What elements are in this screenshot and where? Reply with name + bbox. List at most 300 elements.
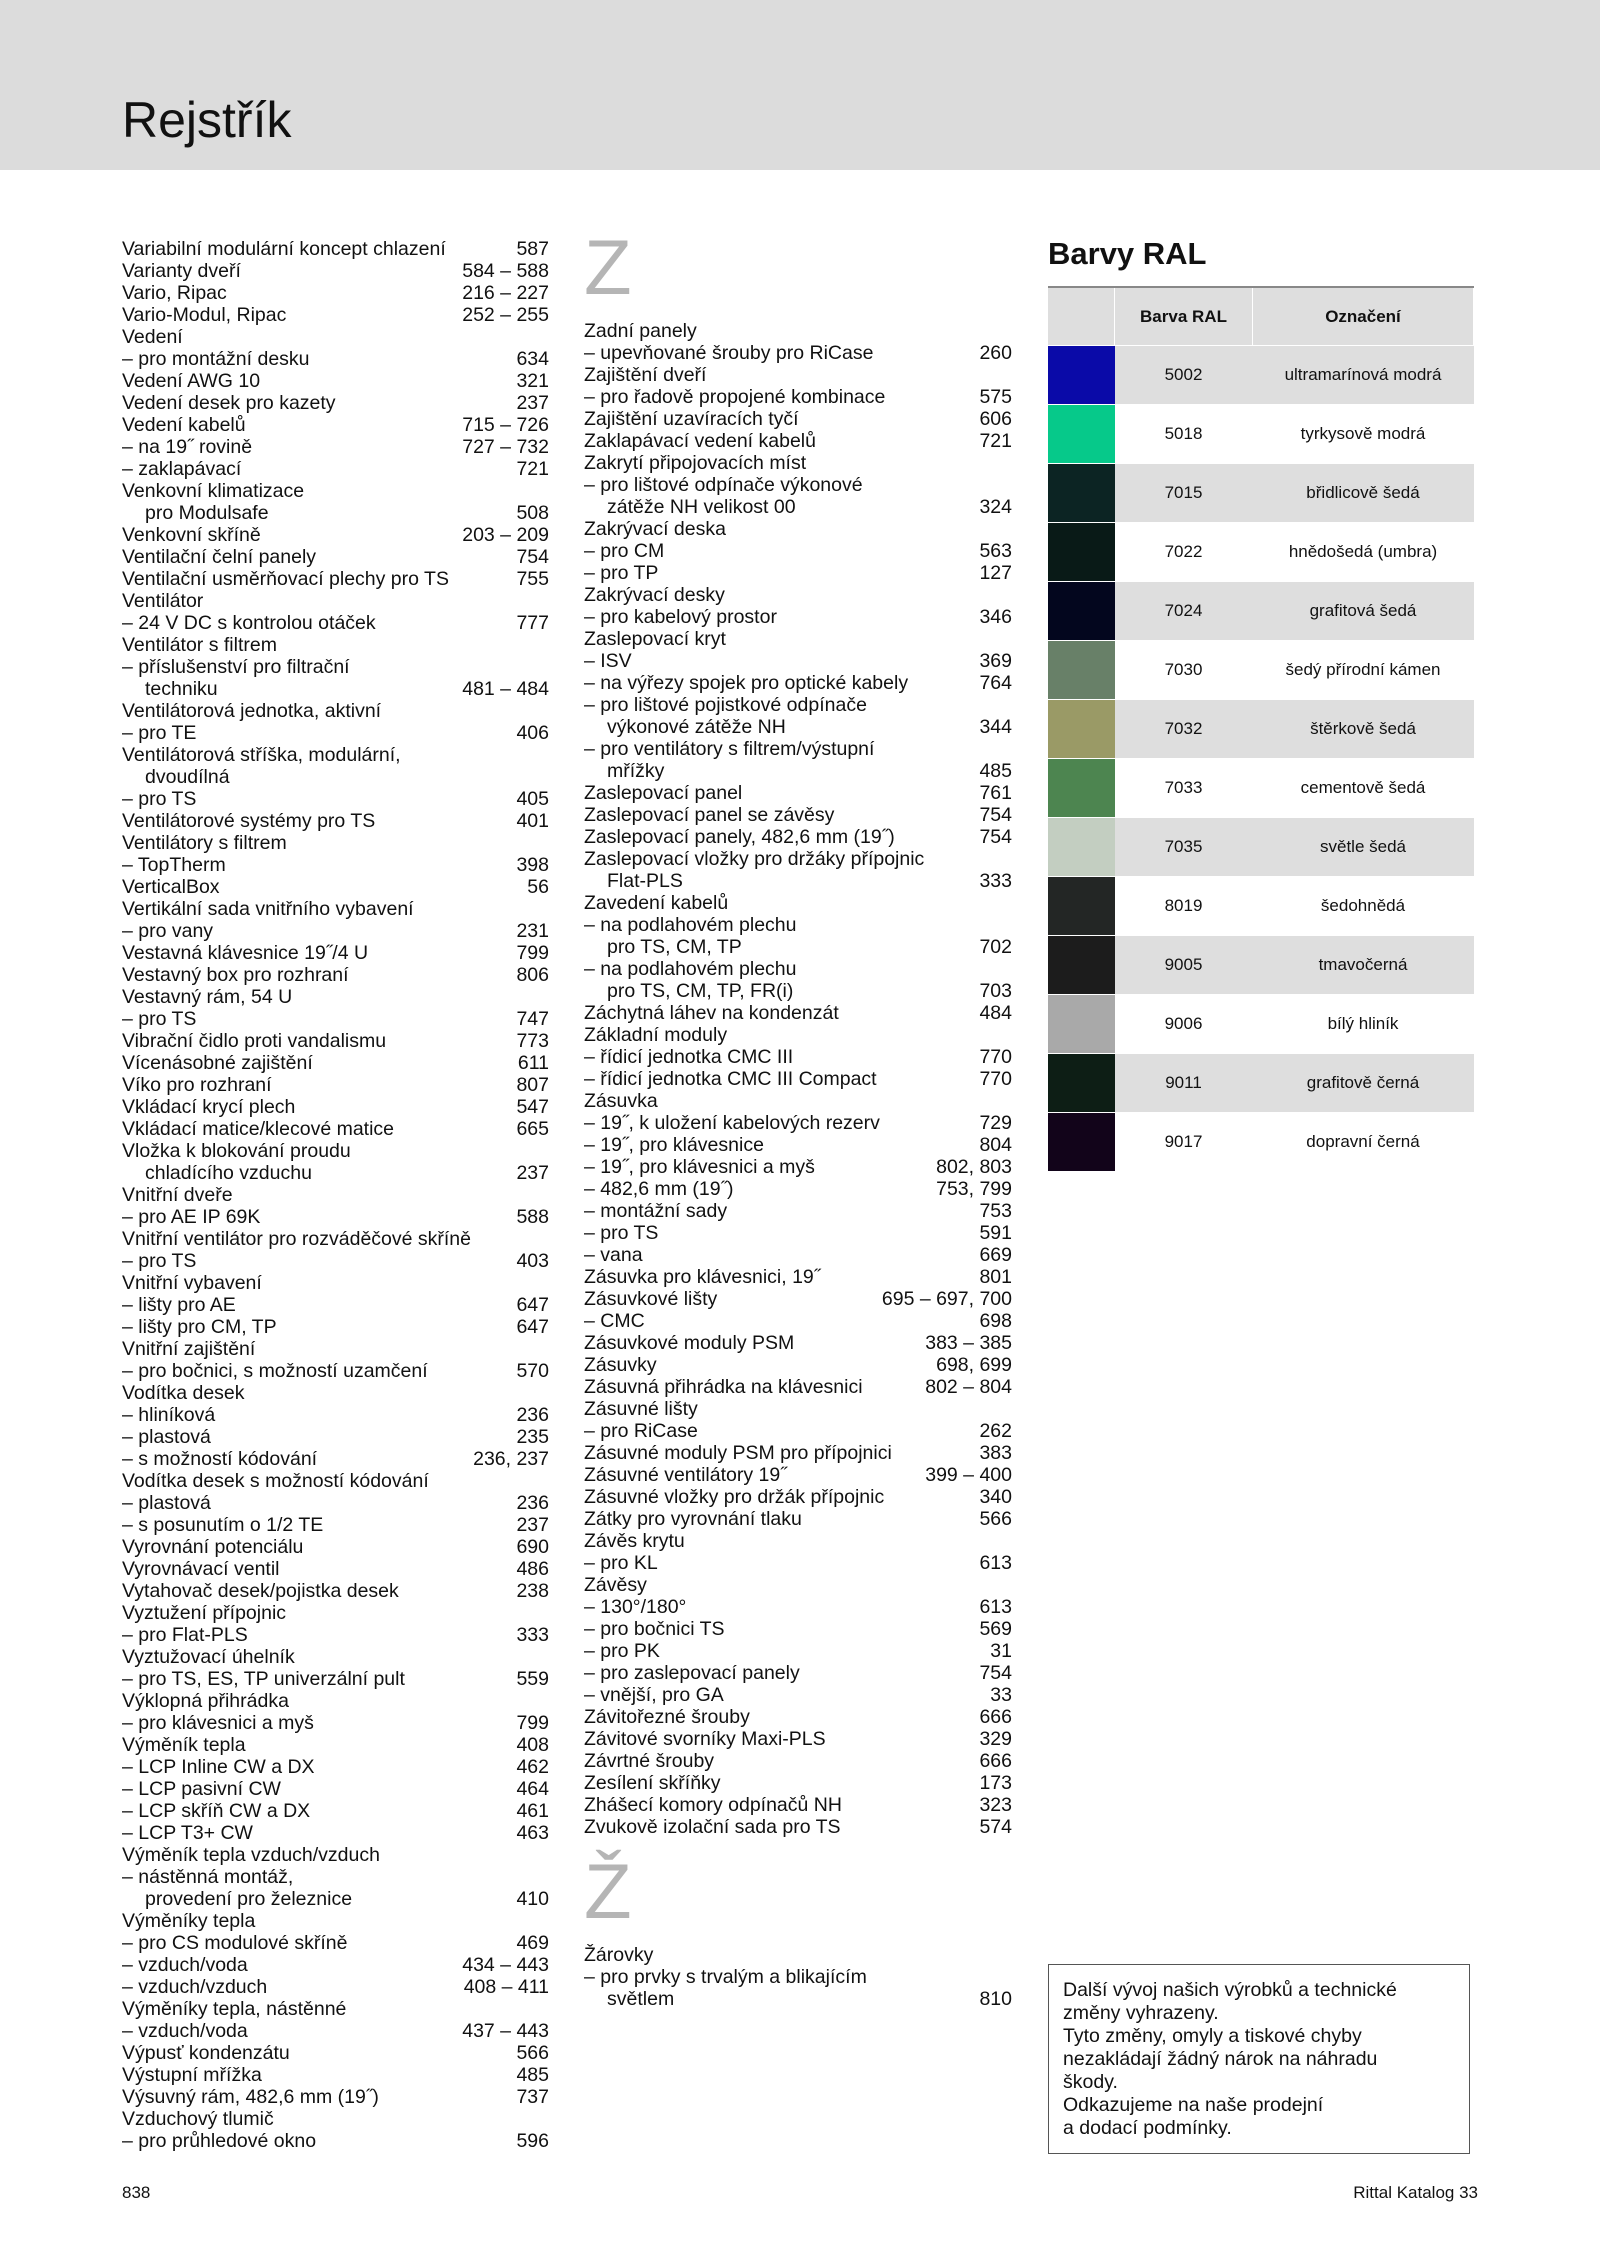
index-entry bbox=[122, 370, 549, 392]
ral-code: 5018 bbox=[1115, 405, 1253, 464]
index-term: zátěže NH velikost 00 bbox=[607, 496, 796, 518]
index-term: Ventilátor bbox=[122, 590, 204, 612]
index-term: chladícího vzduchu bbox=[145, 1162, 312, 1184]
index-entry bbox=[122, 1822, 549, 1844]
disclaimer-line: změny vyhrazeny. bbox=[1063, 2002, 1219, 2024]
index-entry bbox=[122, 282, 549, 304]
index-term: Zaslepovací kryt bbox=[584, 628, 726, 650]
index-entry bbox=[584, 1944, 1012, 1966]
index-entry bbox=[584, 1112, 1012, 1134]
ral-header-code: Barva RAL bbox=[1115, 287, 1253, 346]
index-term: Zakrytí připojovacích míst bbox=[584, 452, 807, 474]
index-entry bbox=[122, 1206, 549, 1228]
index-entry bbox=[122, 1074, 549, 1096]
index-term: – na podlahovém plechu bbox=[584, 914, 797, 936]
index-page-ref: 770 bbox=[979, 1068, 1012, 1090]
index-entry bbox=[122, 1404, 549, 1426]
index-entry bbox=[122, 722, 549, 744]
index-entry bbox=[122, 348, 549, 370]
ral-color-name: grafitová šedá bbox=[1253, 582, 1474, 641]
index-page-ref: 666 bbox=[979, 1750, 1012, 1772]
index-term: Zásuvné lišty bbox=[584, 1398, 698, 1420]
index-page-ref: 690 bbox=[516, 1536, 549, 1558]
index-entry bbox=[122, 1580, 549, 1602]
index-entry bbox=[584, 1640, 1012, 1662]
index-term: – příslušenství pro filtrační bbox=[122, 656, 350, 678]
index-entry bbox=[584, 1002, 1012, 1024]
index-entry bbox=[584, 430, 1012, 452]
index-entry bbox=[122, 1360, 549, 1382]
index-term: Víko pro rozhraní bbox=[122, 1074, 272, 1096]
index-term: mřížky bbox=[607, 760, 665, 782]
index-term: Zásuvkové moduly PSM bbox=[584, 1332, 795, 1354]
index-entry bbox=[122, 942, 549, 964]
index-page-ref: 346 bbox=[979, 606, 1012, 628]
ral-code: 9006 bbox=[1115, 995, 1253, 1054]
index-term: Výměník tepla vzduch/vzduch bbox=[122, 1844, 380, 1866]
index-page-ref: 56 bbox=[527, 876, 549, 898]
disclaimer-line: a dodací podmínky. bbox=[1063, 2117, 1232, 2139]
index-page-ref: 321 bbox=[516, 370, 549, 392]
index-column-2 bbox=[584, 223, 1012, 2010]
index-entry bbox=[584, 1464, 1012, 1486]
index-page-ref: 665 bbox=[516, 1118, 549, 1140]
section-letter-z: Z bbox=[584, 223, 632, 311]
ral-code: 7035 bbox=[1115, 818, 1253, 877]
index-entry bbox=[122, 810, 549, 832]
index-term: Zesílení skříňky bbox=[584, 1772, 721, 1794]
index-term: Ventilátorová jednotka, aktivní bbox=[122, 700, 382, 722]
index-entry bbox=[584, 518, 1012, 540]
index-entry bbox=[584, 1618, 1012, 1640]
index-term: – LCP Inline CW a DX bbox=[122, 1756, 315, 1778]
index-term: – montážní sady bbox=[584, 1200, 728, 1222]
disclaimer-line: nezakládají žádný nárok na náhradu bbox=[1063, 2048, 1378, 2070]
index-page-ref: 406 bbox=[516, 722, 549, 744]
index-term: Zakrývací desky bbox=[584, 584, 725, 606]
ral-row bbox=[1048, 818, 1474, 877]
index-term: Vedení bbox=[122, 326, 183, 348]
index-page-ref: 574 bbox=[979, 1816, 1012, 1838]
index-term: – 24 V DC s kontrolou otáček bbox=[122, 612, 376, 634]
index-entry bbox=[584, 1750, 1012, 1772]
index-entry bbox=[584, 1266, 1012, 1288]
index-entry bbox=[122, 524, 549, 546]
index-page-ref: 727 – 732 bbox=[462, 436, 549, 458]
index-term: Vyztužovací úhelník bbox=[122, 1646, 295, 1668]
index-entry bbox=[122, 326, 549, 348]
index-entry bbox=[122, 1866, 549, 1888]
index-term: Zásuvka bbox=[584, 1090, 658, 1112]
index-entry bbox=[122, 458, 549, 480]
index-term: Vyztužení přípojnic bbox=[122, 1602, 287, 1624]
index-entry bbox=[122, 1382, 549, 1404]
index-page-ref: 695 – 697, 700 bbox=[881, 1288, 1012, 1310]
index-page-ref: 770 bbox=[979, 1046, 1012, 1068]
index-entry bbox=[122, 1492, 549, 1514]
ral-color-name: dopravní černá bbox=[1253, 1113, 1474, 1172]
index-term: pro TS, CM, TP bbox=[607, 936, 742, 958]
index-entry bbox=[584, 1552, 1012, 1574]
color-swatch bbox=[1048, 523, 1115, 582]
ral-row bbox=[1048, 995, 1474, 1054]
index-page-ref: 807 bbox=[516, 1074, 549, 1096]
index-entry bbox=[584, 1288, 1012, 1310]
index-entry bbox=[122, 634, 549, 656]
index-entry bbox=[122, 414, 549, 436]
index-entry bbox=[122, 1668, 549, 1690]
index-term: – řídicí jednotka CMC III bbox=[584, 1046, 794, 1068]
index-term: Vnitřní ventilátor pro rozváděčové skříně bbox=[122, 1228, 472, 1250]
index-entry bbox=[122, 1184, 549, 1206]
index-entry bbox=[122, 1734, 549, 1756]
color-swatch bbox=[1048, 759, 1115, 818]
index-entry bbox=[122, 700, 549, 722]
index-page-ref: 469 bbox=[516, 1932, 549, 1954]
index-page-ref: 405 bbox=[516, 788, 549, 810]
index-term: Variabilní modulární koncept chlazení bbox=[122, 238, 446, 260]
index-term: Výstupní mřížka bbox=[122, 2064, 262, 2086]
index-entry bbox=[584, 760, 1012, 782]
index-page-ref: 777 bbox=[516, 612, 549, 634]
index-entry bbox=[122, 986, 549, 1008]
index-term: Zaslepovací vložky pro držáky přípojnic bbox=[584, 848, 925, 870]
index-term: provedení pro železnice bbox=[145, 1888, 353, 1910]
color-swatch bbox=[1048, 582, 1115, 641]
index-term: Ventilátorová stříška, modulární, bbox=[122, 744, 401, 766]
ral-color-name: štěrkově šedá bbox=[1253, 700, 1474, 759]
ral-color-name: hnědošedá (umbra) bbox=[1253, 523, 1474, 582]
ral-title: Barvy RAL bbox=[1048, 236, 1207, 271]
index-entry bbox=[584, 716, 1012, 738]
index-page-ref: 461 bbox=[516, 1800, 549, 1822]
index-entry bbox=[122, 1690, 549, 1712]
index-term: – s posunutím o 1/2 TE bbox=[122, 1514, 324, 1536]
index-page-ref: 587 bbox=[516, 238, 549, 260]
index-page-ref: 231 bbox=[516, 920, 549, 942]
disclaimer-line: Odkazujeme na naše prodejní bbox=[1063, 2094, 1324, 2116]
index-term: – pro CM bbox=[584, 540, 665, 562]
index-entry bbox=[122, 1294, 549, 1316]
color-swatch bbox=[1048, 995, 1115, 1054]
index-term: Vedení desek pro kazety bbox=[122, 392, 336, 414]
index-page-ref: 383 – 385 bbox=[925, 1332, 1012, 1354]
color-swatch bbox=[1048, 936, 1115, 995]
index-page-ref: 127 bbox=[979, 562, 1012, 584]
index-term: – pro lištové pojistkové odpínače bbox=[584, 694, 867, 716]
index-entry bbox=[584, 1662, 1012, 1684]
ral-row bbox=[1048, 936, 1474, 995]
index-entry bbox=[584, 1046, 1012, 1068]
section-letter-zh: Ž bbox=[584, 1847, 632, 1935]
index-page-ref: 764 bbox=[979, 672, 1012, 694]
index-term: Vertikální sada vnitřního vybavení bbox=[122, 898, 414, 920]
index-entry bbox=[584, 386, 1012, 408]
index-term: – 19˝, pro klávesnice bbox=[584, 1134, 764, 1156]
index-term: Základní moduly bbox=[584, 1024, 728, 1046]
index-entry bbox=[122, 2108, 549, 2130]
index-entry bbox=[584, 364, 1012, 386]
index-term: – vnější, pro GA bbox=[584, 1684, 724, 1706]
index-page-ref: 591 bbox=[979, 1222, 1012, 1244]
index-entry bbox=[122, 260, 549, 282]
index-page-ref: 237 bbox=[516, 1514, 549, 1536]
index-term: Záchytná láhev na kondenzát bbox=[584, 1002, 839, 1024]
index-entry bbox=[584, 1574, 1012, 1596]
index-term: světlem bbox=[607, 1988, 675, 2010]
index-page-ref: 485 bbox=[516, 2064, 549, 2086]
index-term: Zaslepovací panel se závěsy bbox=[584, 804, 835, 826]
index-entry bbox=[584, 628, 1012, 650]
index-term: Vnitřní zajištění bbox=[122, 1338, 256, 1360]
index-page-ref: 329 bbox=[979, 1728, 1012, 1750]
index-term: – pro řadově propojené kombinace bbox=[584, 386, 886, 408]
index-term: Vytahovač desek/pojistka desek bbox=[122, 1580, 399, 1602]
disclaimer-line: Tyto změny, omyly a tiskové chyby bbox=[1063, 2025, 1362, 2047]
index-term: Zásuvné moduly PSM pro přípojnici bbox=[584, 1442, 892, 1464]
index-entry bbox=[122, 590, 549, 612]
index-page-ref: 252 – 255 bbox=[462, 304, 549, 326]
index-entry bbox=[584, 936, 1012, 958]
index-entry bbox=[122, 964, 549, 986]
index-term: – ISV bbox=[584, 650, 632, 672]
index-page-ref: 408 bbox=[516, 1734, 549, 1756]
index-entry bbox=[584, 320, 1012, 342]
index-term: Žárovky bbox=[584, 1944, 654, 1966]
index-term: – upevňované šrouby pro RiCase bbox=[584, 342, 874, 364]
index-entry bbox=[122, 2130, 549, 2152]
index-page-ref: 481 – 484 bbox=[462, 678, 549, 700]
index-entry bbox=[584, 1684, 1012, 1706]
ral-color-name: bílý hliník bbox=[1253, 995, 1474, 1054]
index-entry bbox=[122, 678, 549, 700]
index-term: Zhášecí komory odpínačů NH bbox=[584, 1794, 842, 1816]
index-entry bbox=[584, 1596, 1012, 1618]
index-page-ref: 434 – 443 bbox=[462, 1954, 549, 1976]
index-page-ref: 747 bbox=[516, 1008, 549, 1030]
index-page-ref: 666 bbox=[979, 1706, 1012, 1728]
index-page-ref: 799 bbox=[516, 1712, 549, 1734]
index-term: Závitořezné šrouby bbox=[584, 1706, 750, 1728]
index-page-ref: 569 bbox=[979, 1618, 1012, 1640]
index-term: – lišty pro AE bbox=[122, 1294, 236, 1316]
page-title: Rejstřík bbox=[122, 92, 292, 148]
index-entry bbox=[122, 832, 549, 854]
index-term: – vzduch/voda bbox=[122, 2020, 248, 2042]
index-page-ref: 566 bbox=[979, 1508, 1012, 1530]
index-entry bbox=[584, 1200, 1012, 1222]
index-term: Zvukově izolační sada pro TS bbox=[584, 1816, 841, 1838]
index-entry bbox=[584, 342, 1012, 364]
index-term: – 19˝, k uložení kabelových rezerv bbox=[584, 1112, 880, 1134]
index-term: – pro TS bbox=[584, 1222, 659, 1244]
index-term: – LCP pasivní CW bbox=[122, 1778, 281, 1800]
ral-row bbox=[1048, 464, 1474, 523]
index-page-ref: 754 bbox=[979, 826, 1012, 848]
ral-table bbox=[1048, 286, 1474, 1171]
index-page-ref: 721 bbox=[516, 458, 549, 480]
color-swatch bbox=[1048, 464, 1115, 523]
index-entry bbox=[122, 1030, 549, 1052]
index-entry bbox=[122, 920, 549, 942]
index-page-ref: 260 bbox=[979, 342, 1012, 364]
index-term: Ventilátory s filtrem bbox=[122, 832, 287, 854]
ral-color-name: ultramarínová modrá bbox=[1253, 346, 1474, 405]
index-page-ref: 547 bbox=[516, 1096, 549, 1118]
index-entry bbox=[584, 1024, 1012, 1046]
index-page-ref: 340 bbox=[979, 1486, 1012, 1508]
index-page-ref: 703 bbox=[979, 980, 1012, 1002]
color-swatch bbox=[1048, 1054, 1115, 1113]
index-entry bbox=[584, 1706, 1012, 1728]
index-term: výkonové zátěže NH bbox=[607, 716, 786, 738]
index-term: Závěsy bbox=[584, 1574, 647, 1596]
index-term: Zásuvné vložky pro držák přípojnic bbox=[584, 1486, 885, 1508]
index-entry bbox=[122, 656, 549, 678]
index-term: – pro průhledové okno bbox=[122, 2130, 317, 2152]
index-entry bbox=[122, 1448, 549, 1470]
index-entry bbox=[584, 892, 1012, 914]
index-page-ref: 588 bbox=[516, 1206, 549, 1228]
index-entry bbox=[584, 1508, 1012, 1530]
ral-color-name: tmavočerná bbox=[1253, 936, 1474, 995]
index-entry bbox=[122, 1426, 549, 1448]
index-entry bbox=[122, 1756, 549, 1778]
index-term: – pro TS bbox=[122, 788, 197, 810]
index-term: Závrtné šrouby bbox=[584, 1750, 715, 1772]
index-page-ref: 802 – 804 bbox=[925, 1376, 1012, 1398]
index-page-ref: 801 bbox=[979, 1266, 1012, 1288]
ral-row bbox=[1048, 582, 1474, 641]
index-term: – vana bbox=[584, 1244, 643, 1266]
index-term: – 130°/180° bbox=[584, 1596, 687, 1618]
index-page-ref: 463 bbox=[516, 1822, 549, 1844]
index-term: Vícenásobné zajištění bbox=[122, 1052, 313, 1074]
index-entry bbox=[122, 1558, 549, 1580]
index-list-zh bbox=[584, 1944, 1012, 2010]
disclaimer-box bbox=[1048, 1964, 1470, 2154]
index-entry bbox=[122, 1932, 549, 1954]
index-page-ref: 647 bbox=[516, 1316, 549, 1338]
ral-color-name: břidlicově šedá bbox=[1253, 464, 1474, 523]
index-term: – CMC bbox=[584, 1310, 645, 1332]
index-entry bbox=[584, 1442, 1012, 1464]
index-term: – pro TE bbox=[122, 722, 197, 744]
ral-code: 7030 bbox=[1115, 641, 1253, 700]
index-page-ref: 399 – 400 bbox=[925, 1464, 1012, 1486]
index-page-ref: 333 bbox=[979, 870, 1012, 892]
index-entry bbox=[584, 606, 1012, 628]
index-page-ref: 596 bbox=[516, 2130, 549, 2152]
ral-code: 9005 bbox=[1115, 936, 1253, 995]
index-term: Venkovní klimatizace bbox=[122, 480, 305, 502]
index-entry bbox=[122, 1470, 549, 1492]
index-term: – pro kabelový prostor bbox=[584, 606, 777, 628]
index-list-z bbox=[584, 320, 1012, 1838]
index-entry bbox=[584, 1772, 1012, 1794]
index-term: Výměníky tepla bbox=[122, 1910, 256, 1932]
index-entry bbox=[584, 1156, 1012, 1178]
index-term: Venkovní skříně bbox=[122, 524, 261, 546]
index-page-ref: 804 bbox=[979, 1134, 1012, 1156]
ral-row bbox=[1048, 759, 1474, 818]
index-page-ref: 333 bbox=[516, 1624, 549, 1646]
index-entry bbox=[122, 2020, 549, 2042]
index-page-ref: 754 bbox=[979, 1662, 1012, 1684]
index-term: Výpusť kondenzátu bbox=[122, 2042, 290, 2064]
index-term: – s možností kódování bbox=[122, 1448, 318, 1470]
index-entry bbox=[584, 408, 1012, 430]
index-term: – pro bočnici, s možností uzamčení bbox=[122, 1360, 428, 1382]
index-term: – pro Flat-PLS bbox=[122, 1624, 248, 1646]
page-header bbox=[0, 0, 1600, 170]
index-page-ref: 262 bbox=[979, 1420, 1012, 1442]
index-entry bbox=[584, 870, 1012, 892]
index-entry bbox=[122, 1998, 549, 2020]
ral-color-name: šedý přírodní kámen bbox=[1253, 641, 1474, 700]
index-page-ref: 383 bbox=[979, 1442, 1012, 1464]
index-page-ref: 323 bbox=[979, 1794, 1012, 1816]
index-page-ref: 754 bbox=[516, 546, 549, 568]
disclaimer-line: škody. bbox=[1063, 2071, 1118, 2093]
disclaimer-line: Další vývoj našich výrobků a technické bbox=[1063, 1979, 1397, 2001]
index-term: Vestavný box pro rozhraní bbox=[122, 964, 349, 986]
index-term: – pro AE IP 69K bbox=[122, 1206, 261, 1228]
index-term: Vyrovnání potenciálu bbox=[122, 1536, 304, 1558]
index-page-ref: 462 bbox=[516, 1756, 549, 1778]
index-term: Zaklapávací vedení kabelů bbox=[584, 430, 816, 452]
index-term: Vestavný rám, 54 U bbox=[122, 986, 293, 1008]
index-page-ref: 698, 699 bbox=[936, 1354, 1012, 1376]
index-term: Zajištění uzavíracích tyčí bbox=[584, 408, 799, 430]
index-entry bbox=[584, 958, 1012, 980]
index-entry bbox=[122, 1778, 549, 1800]
color-swatch bbox=[1048, 877, 1115, 936]
index-term: – pro lištové odpínače výkonové bbox=[584, 474, 863, 496]
index-entry bbox=[584, 474, 1012, 496]
index-entry bbox=[122, 744, 549, 766]
index-page-ref: 761 bbox=[979, 782, 1012, 804]
ral-row bbox=[1048, 1113, 1474, 1172]
index-page-ref: 486 bbox=[516, 1558, 549, 1580]
index-page-ref: 729 bbox=[979, 1112, 1012, 1134]
index-term: pro TS, CM, TP, FR(i) bbox=[607, 980, 794, 1002]
index-term: Zavedení kabelů bbox=[584, 892, 729, 914]
index-page-ref: 344 bbox=[979, 716, 1012, 738]
index-entry bbox=[584, 826, 1012, 848]
index-page-ref: 698 bbox=[979, 1310, 1012, 1332]
index-page-ref: 369 bbox=[979, 650, 1012, 672]
index-term: Výsuvný rám, 482,6 mm (19˝) bbox=[122, 2086, 379, 2108]
color-swatch bbox=[1048, 1113, 1115, 1172]
index-term: Vzduchový tlumič bbox=[122, 2108, 274, 2130]
index-term: Vario, Ripac bbox=[122, 282, 227, 304]
index-term: Vložka k blokování proudu bbox=[122, 1140, 351, 1162]
index-term: Flat-PLS bbox=[607, 870, 683, 892]
index-term: Výměník tepla bbox=[122, 1734, 246, 1756]
ral-code: 7024 bbox=[1115, 582, 1253, 641]
index-entry bbox=[122, 2042, 549, 2064]
index-term: – pro klávesnici a myš bbox=[122, 1712, 314, 1734]
ral-row bbox=[1048, 405, 1474, 464]
index-page-ref: 237 bbox=[516, 1162, 549, 1184]
index-entry bbox=[122, 480, 549, 502]
index-term: – pro CS modulové skříně bbox=[122, 1932, 348, 1954]
color-swatch bbox=[1048, 700, 1115, 759]
index-entry bbox=[122, 1844, 549, 1866]
index-entry bbox=[122, 766, 549, 788]
ral-row bbox=[1048, 1054, 1474, 1113]
